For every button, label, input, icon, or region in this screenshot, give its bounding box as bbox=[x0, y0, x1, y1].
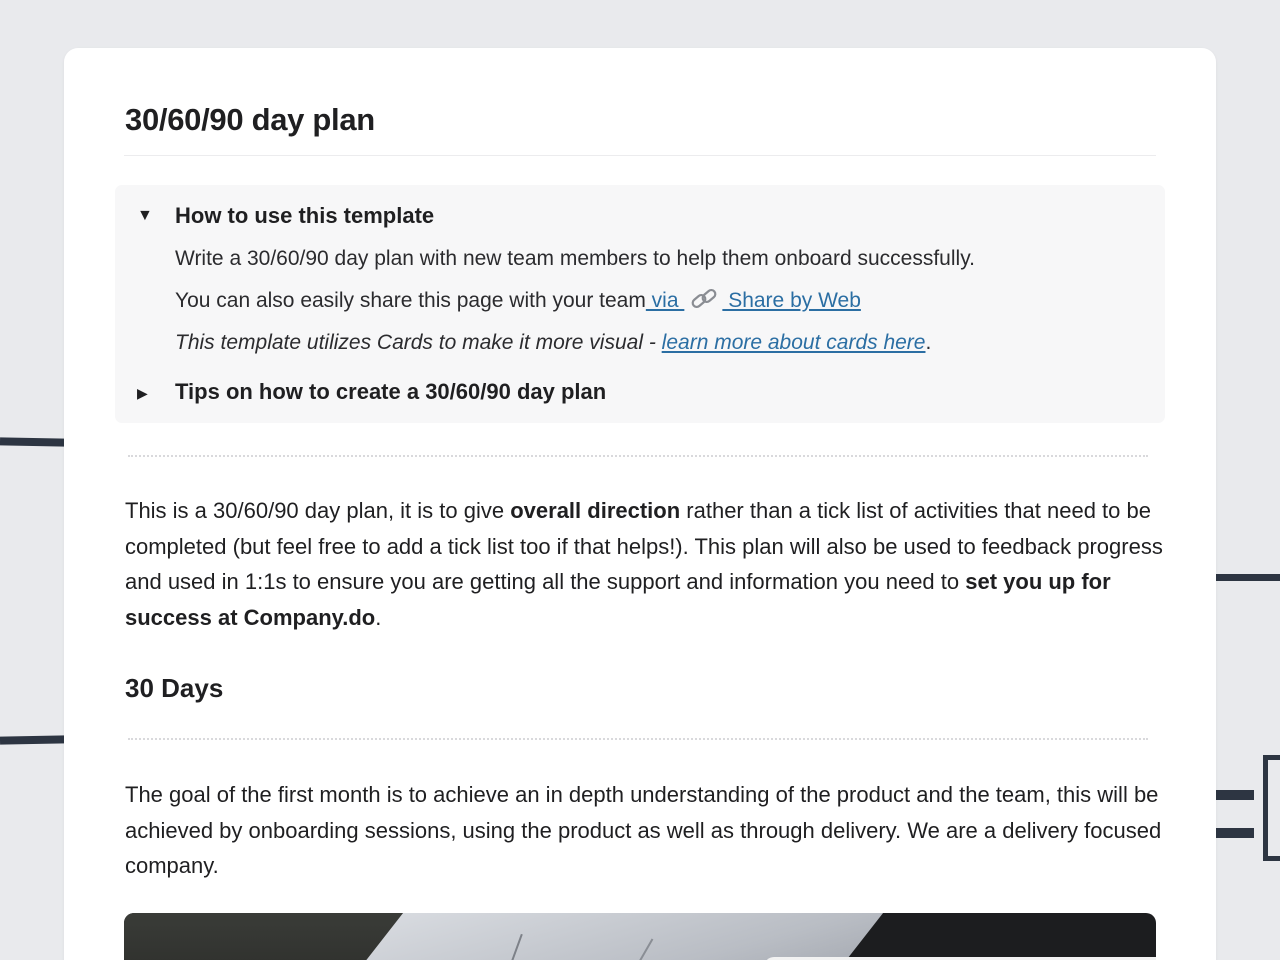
background-line bbox=[1216, 790, 1254, 800]
link-icon bbox=[690, 288, 720, 310]
share-link-via: via bbox=[645, 289, 685, 312]
tips-toggle-label: Tips on how to create a 30/60/90 day plan bbox=[175, 379, 607, 404]
intro-paragraph[interactable] bbox=[125, 493, 1165, 635]
triangle-right-icon[interactable]: ▶ bbox=[137, 385, 148, 401]
page-title[interactable]: 30/60/90 day plan bbox=[125, 102, 375, 137]
background-line bbox=[0, 735, 66, 744]
intro-text-1: This is a 30/60/90 day plan, it is to give bbox=[125, 498, 511, 523]
card-cover-image[interactable] bbox=[124, 913, 1156, 960]
how-to-toggle-label: How to use this template bbox=[175, 203, 435, 228]
learn-more-cards-link[interactable]: learn more about cards here bbox=[661, 331, 926, 354]
background-line bbox=[0, 437, 66, 446]
cover-image-paper bbox=[317, 913, 891, 960]
divider bbox=[128, 455, 1148, 457]
background-bracket bbox=[1263, 755, 1280, 861]
triangle-down-icon[interactable]: ▼ bbox=[137, 207, 153, 224]
how-to-toggle-header[interactable] bbox=[115, 201, 1165, 231]
intro-bold-1: overall direction bbox=[510, 498, 681, 523]
background-line bbox=[1214, 574, 1280, 581]
page-card bbox=[64, 48, 1216, 960]
how-to-line-3-text: This template utilizes Cards to make it more visual - bbox=[175, 331, 662, 354]
background-line bbox=[1216, 828, 1254, 838]
share-by-web-link[interactable] bbox=[646, 289, 861, 312]
intro-text-3: . bbox=[375, 604, 382, 630]
how-to-line-2-text: You can also easily share this page with your team bbox=[175, 289, 646, 312]
intro-bold-2: set you up for success at Company.do bbox=[125, 569, 1111, 630]
how-to-line-2 bbox=[175, 288, 861, 314]
intro-text-2: rather than a tick list of activities that need to be completed (but feel free to add a tick list too if that helps!). This plan will also be used to feedback progress and used in 1:1s to ensure you are getting all the support and information you need to bbox=[125, 498, 1163, 594]
divider bbox=[128, 738, 1148, 740]
title-divider bbox=[124, 155, 1156, 156]
how-to-line-1: Write a 30/60/90 day plan with new team members to help them onboard successfully. bbox=[175, 247, 975, 270]
how-to-line-3 bbox=[175, 330, 931, 356]
how-to-toggle-block bbox=[115, 185, 1165, 423]
section-heading-30-days[interactable]: 30 Days bbox=[125, 673, 224, 703]
how-to-line-3-suffix: . bbox=[925, 331, 932, 354]
tips-toggle-header[interactable] bbox=[115, 377, 1165, 407]
section-30-paragraph[interactable]: The goal of the first month is to achieve an in depth understanding of the product and the team, this will be achieved by onboarding sessions, using the product as well as through delivery. We are a delivery focused company. bbox=[125, 782, 1162, 878]
share-link-label: Share by Web bbox=[722, 289, 861, 312]
